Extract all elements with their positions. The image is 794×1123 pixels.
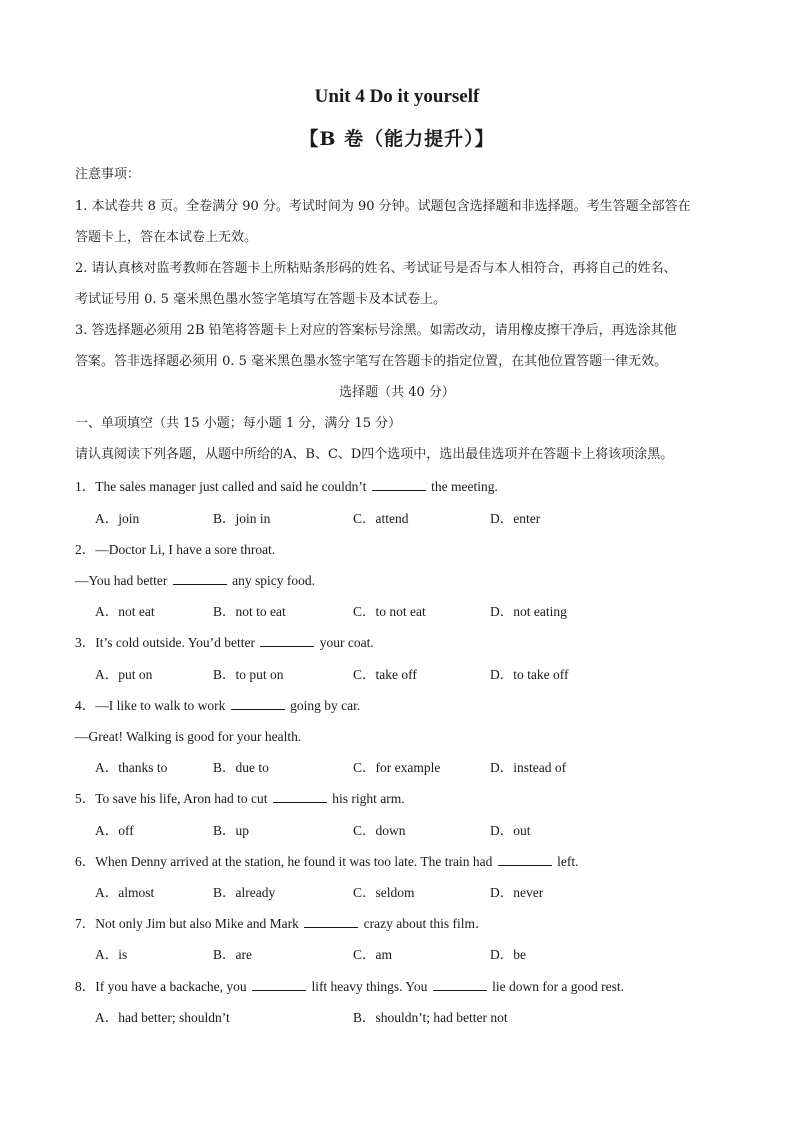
notice-line: 答案。答非选择题必须用 0. 5 毫米黑色墨水签字笔写在答题卡的指定位置，在其他位置答题一律无效。 xyxy=(75,354,668,369)
question-2-reply: —You had better any spicy food. xyxy=(75,573,315,588)
notice-line: 答题卡上，答在本试卷上无效。 xyxy=(75,230,258,245)
option-d: D．to take off xyxy=(490,667,569,682)
part-title: 一、单项填空（共 15 小题；每小题 1 分，满分 15 分） xyxy=(75,416,402,431)
answer-blank xyxy=(304,916,358,928)
answer-blank xyxy=(273,791,327,803)
question-number: 6． xyxy=(75,854,96,869)
option-c: C．to not eat xyxy=(353,604,426,619)
answer-blank xyxy=(498,854,552,866)
option-a: A．not eat xyxy=(95,604,155,619)
page-subtitle: 【B 卷（能力提升）】 xyxy=(299,128,495,150)
option-c: C．take off xyxy=(353,667,417,682)
question-4-reply: —Great! Walking is good for your health. xyxy=(75,729,302,744)
option-d: D．enter xyxy=(490,511,541,526)
option-d: D．never xyxy=(490,885,544,900)
option-a: A．off xyxy=(95,823,134,838)
option-a: A．join xyxy=(95,511,140,526)
question-number: 5． xyxy=(75,791,96,806)
instruction-text: 请认真阅读下列各题，从题中所给的A、B、C、D四个选项中，选出最佳选项并在答题卡上将该项涂黑。 xyxy=(75,447,674,462)
option-b: B．to put on xyxy=(213,667,284,682)
option-d: D．be xyxy=(490,947,526,962)
option-a: A．almost xyxy=(95,885,155,900)
question-number: 1． xyxy=(75,479,96,494)
question-2: 2．—Doctor Li, I have a sore throat. xyxy=(75,542,276,557)
answer-blank xyxy=(252,979,306,991)
question-1: 1．The sales manager just called and said he couldn’t the meeting. xyxy=(75,479,498,494)
option-a: A．had better; shouldn’t xyxy=(95,1010,230,1025)
option-d: D．out xyxy=(490,823,531,838)
question-4: 4．—I like to walk to work going by car. xyxy=(75,698,361,713)
option-a: A．put on xyxy=(95,667,153,682)
question-number: 3． xyxy=(75,635,96,650)
question-3: 3．It’s cold outside. You’d better your coat. xyxy=(75,635,374,650)
question-number: 7． xyxy=(75,916,96,931)
option-a: A．thanks to xyxy=(95,760,168,775)
section-heading: 选择题（共 40 分） xyxy=(339,385,455,400)
option-c: C．attend xyxy=(353,511,409,526)
question-7: 7．Not only Jim but also Mike and Mark crazy about this film． xyxy=(75,916,489,931)
question-number: 4． xyxy=(75,698,96,713)
notice-line: 1. 本试卷共 8 页。全卷满分 90 分。考试时间为 90 分钟。试题包含选择题和非选择题。考生答题全部答在 xyxy=(75,199,691,214)
option-d: D．not eating xyxy=(490,604,567,619)
answer-blank xyxy=(260,635,314,647)
option-c: C．for example xyxy=(353,760,441,775)
option-c: C．seldom xyxy=(353,885,415,900)
question-5: 5．To save his life, Aron had to cut his right arm. xyxy=(75,791,405,806)
option-b: B．not to eat xyxy=(213,604,286,619)
option-b: B．join in xyxy=(213,511,271,526)
option-b: B．up xyxy=(213,823,250,838)
option-b: B．already xyxy=(213,885,276,900)
page-title: Unit 4 Do it yourself xyxy=(314,86,480,107)
question-number: 8． xyxy=(75,979,96,994)
option-b: B．due to xyxy=(213,760,269,775)
answer-blank xyxy=(372,479,426,491)
answer-blank xyxy=(231,698,285,710)
option-c: C．am xyxy=(353,947,392,962)
option-b: B．shouldn’t; had better not xyxy=(353,1010,508,1025)
question-number: 2． xyxy=(75,542,96,557)
question-8: 8．If you have a backache, you lift heavy things. You lie down for a good rest. xyxy=(75,979,625,994)
option-b: B．are xyxy=(213,947,252,962)
option-a: A．is xyxy=(95,947,128,962)
answer-blank xyxy=(433,979,487,991)
question-6: 6．When Denny arrived at the station, he found it was too late. The train had left. xyxy=(75,854,579,869)
notice-heading: 注意事项： xyxy=(75,167,141,182)
option-c: C．down xyxy=(353,823,406,838)
notice-line: 2. 请认真核对监考教师在答题卡上所粘贴条形码的姓名、考试证号是否与本人相符合，再将自己的姓名、 xyxy=(75,261,677,276)
notice-line: 考试证号用 0. 5 毫米黑色墨水签字笔填写在答题卡及本试卷上。 xyxy=(75,292,447,307)
option-d: D．instead of xyxy=(490,760,567,775)
answer-blank xyxy=(173,573,227,585)
notice-line: 3. 答选择题必须用 2B 铅笔将答题卡上对应的答案标号涂黑。如需改动，请用橡皮擦干净后，再选涂其他 xyxy=(75,323,677,338)
